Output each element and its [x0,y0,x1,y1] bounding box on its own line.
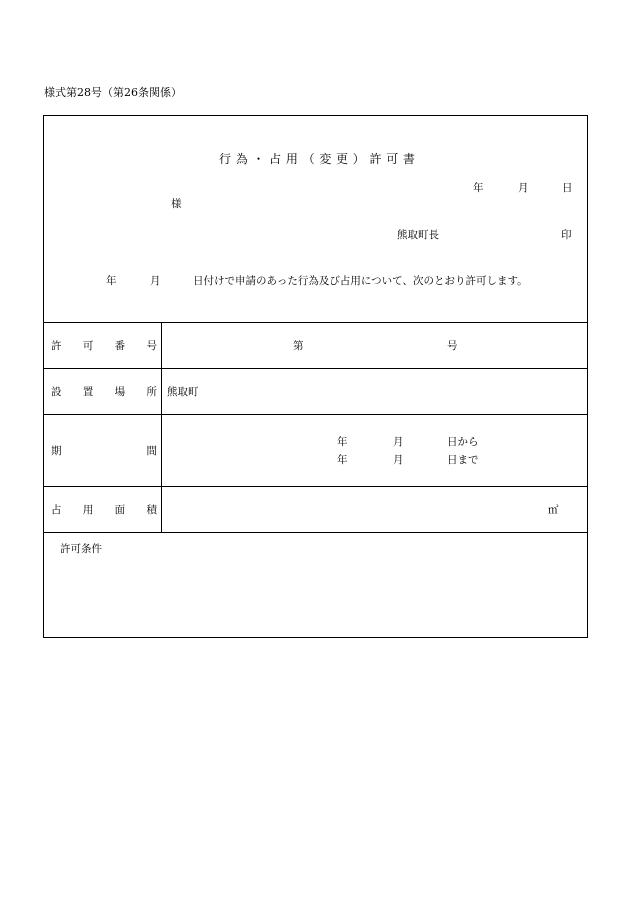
period-to-year: 年 [337,454,348,466]
period-from-month: 月 [393,436,404,448]
form-number-label: 様式第28号（第26条関係） [44,86,182,99]
period-from-day: 日から [447,436,479,448]
permit-number-prefix: 第 [293,340,304,352]
period-to-month: 月 [393,454,404,466]
permit-number-suffix: 号 [447,340,458,352]
date-month-label: 月 [518,182,529,194]
area-label: 占 用 面 積 [51,504,157,516]
document-title: 行 為 ・ 占 用 （ 変 更 ） 許 可 書 [219,152,415,166]
table-divider [44,368,587,369]
issuer-name: 熊取町長 [397,229,439,241]
table-divider [44,486,587,487]
permit-number-label: 許 可 番 号 [51,340,157,352]
location-label: 設 置 場 所 [51,386,157,398]
area-unit: ㎡ [548,504,559,516]
table-divider [44,322,587,323]
location-value: 熊取町 [167,386,199,398]
addressee-suffix: 様 [171,198,182,210]
period-to-day: 日まで [447,454,479,466]
date-day-label: 日 [562,182,573,194]
conditions-label: 許可条件 [60,543,102,555]
period-label: 期 間 [51,445,157,457]
table-divider [44,532,587,533]
body-month-label: 月 [150,275,161,287]
period-from-year: 年 [337,436,348,448]
label-column-divider [161,322,162,532]
body-year-label: 年 [106,275,117,287]
body-sentence: 日付けで申請のあった行為及び占用について、次のとおり許可します。 [193,275,528,287]
permit-form-frame [43,115,588,638]
seal-mark: 印 [561,229,572,241]
table-divider [44,414,587,415]
date-year-label: 年 [473,182,484,194]
